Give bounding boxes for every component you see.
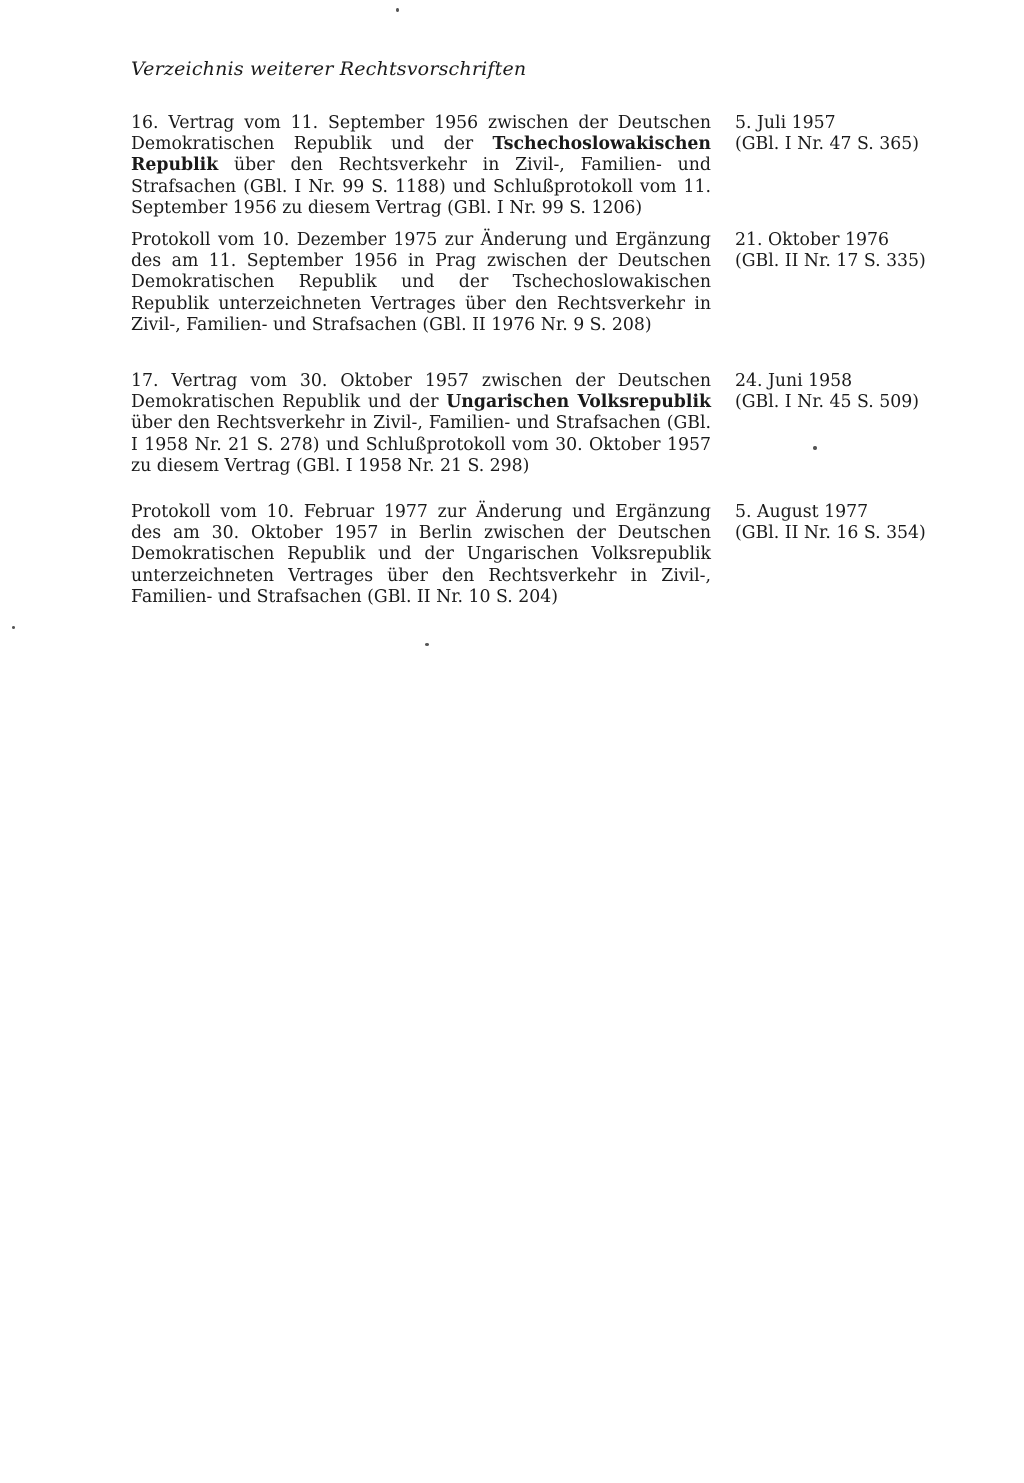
scan-speck — [12, 626, 15, 629]
entry-16-vertrag — [131, 113, 919, 219]
entry-text: 16. Vertrag vom 11. September 1956 zwischen der Deutschen Demokratischen Republik und der Tschechoslowakischen Republik über den Rechtsverkehr in Zivil-, Familien- und Strafsachen (GBl. I Nr. 99 S. 1188) und Schlußprotokoll vom 11. September 1956 zu diesem Vertrag (GBl. I Nr. 99 S. 1206) — [131, 113, 711, 218]
entry-publication — [735, 113, 935, 155]
scan-speck — [813, 446, 817, 450]
page-title: Verzeichnis weiterer Rechtsvorschriften — [131, 58, 527, 80]
entry-16-protokoll — [131, 230, 926, 336]
entry-reference: (GBl. I Nr. 45 S. 509) — [735, 392, 919, 413]
entry-text: Protokoll vom 10. Dezember 1975 zur Änderung und Ergänzung des am 11. September 1956 in Prag zwischen der Deutschen Demokratischen Republik und der Tschechoslowakischen Republik unterzeichneten Vertrages über den Rechtsverkehr in Zivil-, Familien- und Strafsachen (GBl. II 1976 Nr. 9 S. 208) — [131, 230, 711, 335]
entry-reference: (GBl. I Nr. 47 S. 365) — [735, 134, 919, 155]
entry-text: 17. Vertrag vom 30. Oktober 1957 zwischen der Deutschen Demokratischen Republik und der Ungarischen Volksrepublik über den Rechtsverkehr in Zivil-, Familien- und Strafsachen (GBl. I 1958 Nr. 21 S. 278) und Schlußprotokoll vom 30. Oktober 1957 zu diesem Vertrag (GBl. I 1958 Nr. 21 S. 298) — [131, 371, 711, 476]
entry-text: Protokoll vom 10. Februar 1977 zur Änderung und Ergänzung des am 30. Oktober 1957 in Berlin zwischen der Deutschen Demokratischen Republik und der Ungarischen Volksrepublik unterzeichneten Vertrages über den Rechtsverkehr in Zivil-, Familien- und Strafsachen (GBl. II Nr. 10 S. 204) — [131, 502, 711, 607]
entry-date: 5. August 1977 — [735, 502, 869, 522]
entry-date: 24. Juni 1958 — [735, 371, 853, 391]
scan-speck — [425, 643, 429, 646]
entry-party-bold: Ungarischen Volksrepublik — [446, 392, 711, 413]
entry-reference: (GBl. II Nr. 17 S. 335) — [735, 251, 926, 272]
entry-party-bold: Tschechoslowakischen Republik — [131, 134, 711, 176]
entry-publication — [735, 371, 935, 413]
scan-speck — [396, 8, 399, 12]
entry-17-protokoll — [131, 502, 926, 608]
entry-17-vertrag — [131, 371, 919, 477]
entry-reference: (GBl. II Nr. 16 S. 354) — [735, 523, 926, 544]
entry-publication — [735, 502, 935, 544]
entry-date: 5. Juli 1957 — [735, 113, 836, 133]
entry-date: 21. Oktober 1976 — [735, 230, 889, 250]
entry-publication — [735, 230, 935, 272]
